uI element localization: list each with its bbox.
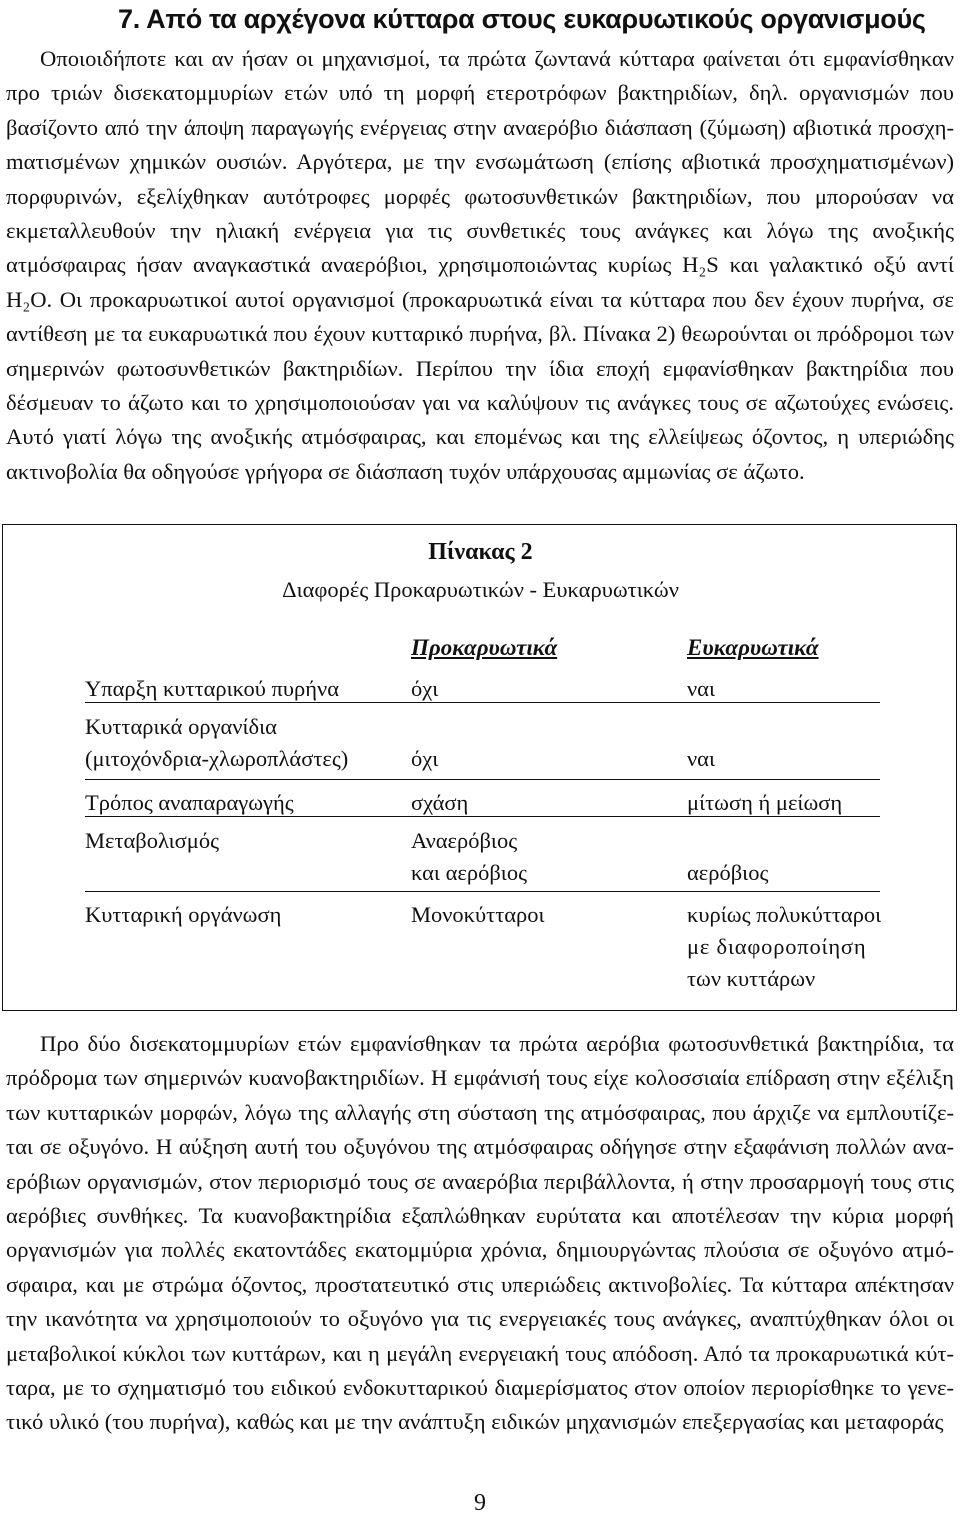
table-cell-prokaryotic (411, 743, 671, 775)
table-cell-feature (85, 825, 395, 857)
table-cell-line: Μεταβολισμός (85, 828, 220, 853)
table-cell-prokaryotic (411, 787, 671, 819)
table-cell-line: και αερόβιος (411, 860, 527, 885)
table-cell-line: Μονοκύτταροι (411, 902, 545, 927)
column-header-eukaryotic: Ευκαρυωτικά (687, 635, 819, 660)
table-cell-eukaryotic (687, 899, 887, 995)
table-subtitle: Διαφορές Προκαρυωτικών - Ευκαρυωτικών (282, 577, 679, 602)
table-cell-feature (85, 899, 395, 931)
table-cell-line: Τρόπος αναπαραγωγής (85, 790, 294, 815)
table-cell-line: μίτωση ή μείωση (687, 790, 843, 815)
table-cell-feature (85, 787, 395, 819)
table-cell-line: ναι (687, 676, 716, 701)
comparison-table (2, 524, 957, 1011)
table-cell-line: όχι (411, 676, 439, 701)
intro-paragraph: Οποιοιδήποτε και αν ήσαν οι μηχανισμοί, τα πρώτα ζωντανά κύτταρα φαίνεται ότι εμφανίσθηκαν προ τριών δισεκατομμυρίων ετών υπό τη μορφή ετεροτρόφων βακτηριδίων, δηλ. οργανισμών που βασίζοντο από την άποψη παραγωγής ενέργειας στην αναερόβιο διάσπαση (ζύμωση) αβιοτικά προσχηmατισμένων χημικών ουσιών. Αργότερα, με την ενσωμάτωση (επίσης αβιοτικά προσχηματισμένων) πορφυρινών, εξελίχθηκαν αυτότροφες μορφές φωτοσυνθετικών βακτηριδίων, που μπορούσαν να εκμεταλλευθούν την ηλιακή ενέργεια για τις συνθετικές τους ανάγκες και λόγω της ανοξικής ατμόσφαιρας ήσαν αναγκαστικά αναερόβιοι, χρησιμοποιώντας κυρίως H₂S και γαλακτικό οξύ αντί H₂O. Οι προκαρυωτικοί αυτοί οργανισμοί (προκαρυωτικά είναι τα κύτταρα που δεν έχουν πυρήνα, σε αντίθεση με τα ευκαρυωτικά που έχουν κυτταρικό πυρήνα, βλ. Πίνακα 2) θεωρούνται οι πρόδρομοι των σημερινών φωτοσυνθετικών βακτηριδίων. Περίπου την ίδια εποχή εμφανίσθηκαν βακτηρίδια που δέσμευαν το άζωτο και το χρησιμοποιούσαν γαι να καλύψουν τις ανάγκες τους σε αζωτούχες ενώσεις. Αυτό γιατί λόγω της ανοξικής ατμόσφαιρας, και επομένως και της ελλείψεως όζοντος, η υπεριώδης ακτινοβολία θα οδηγούσε γρήγορα σε διάσπαση τυχόν υπάρχουσας αμμωνίας σε άζωτο. (6, 46, 954, 484)
section-title: 7. Από τα αρχέγονα κύτταρα στους ευκαρυωτικούς οργανισμούς (118, 4, 926, 34)
table-cell-eukaryotic (687, 743, 887, 775)
table-cell-line: αερόβιος (687, 860, 769, 885)
table-cell-eukaryotic (687, 673, 887, 705)
table-cell-line: Κυτταρική οργάνωση (85, 902, 282, 927)
table-cell-prokaryotic (411, 673, 671, 705)
column-header-prokaryotic: Προκαρυωτικά (411, 635, 558, 660)
table-cell-line: σχάση (411, 790, 469, 815)
table-cell-line: όχι (411, 746, 439, 771)
table-cell-line: Κυτταρικά οργανίδια (85, 714, 277, 739)
table-cell-line: ναι (687, 746, 716, 771)
body-paragraph: Προ δύο δισεκατομμυρίων ετών εμφανίσθηκαν τα πρώτα αερόβια φωτοσυνθετικά βακτηρίδια, τα πρόδρομα των σημερινών κυανοβακτηριδίων. Η εμφάνισή τους είχε κολοσσιαία επίδραση στην εξέλιξη των κυτταρικών μορφών, λόγω της αλλαγής στη σύσταση της ατμόσφαιρας, που άρχιζε να εμπλουτίζεται σε οξυγόνο. Η αύξηση αυτή του οξυγόνου της ατμόσφαιρας οδήγησε στην εξαφάνιση πολλών αναερόβιων οργανισμών, στον περιορισμό τους σε αναερόβια περιβάλλοντα, ή στην προσαρμογή τους στις αερόβιες συνθήκες. Τα κυανοβακτηρίδια εξαπλώθηκαν ευρύτατα και αποτέλεσαν την κύρια μορφή οργανισμών για πολλές εκατοντάδες εκατομμύρια χρόνια, δημιουργώντας πλούσια σε οξυγόνο ατμόσφαιρα, και με στρώμα όζοντος, προστατευτικό στις υπεριώδεις ακτινοβολίες. Τα κύτταρα απέκτησαν την ικανότητα να χρησιμοποιούν το οξυγόνο για τις ενεργειακές τους ανάγκες, αναπτύχθηκαν όλοι οι μεταβολικοί κύκλοι των κυττάρων, και η μεγάλη ενεργειακή τους απόδοση. Από τα προκαρυωτικά κύτταρα, με το σχηματισμό του ειδικού ενδοκυτταρικού διαμερίσματος στον οποίον περιορίσθηκε το γενετικό υλικό (του πυρήνα), καθώς και με την ανάπτυξη ειδικών μηχανισμών επεξεργασίας και μεταφοράς (6, 1031, 954, 1435)
row-divider (85, 816, 880, 817)
table-cell-line: Αναερόβιος (411, 828, 518, 853)
table-cell-line: (μιτοχόνδρια-χλωροπλάστες) (85, 746, 349, 771)
table-cell-line: Υπαρξη κυτταρικού πυρήνα (85, 676, 339, 701)
row-divider (85, 779, 880, 780)
row-divider (85, 702, 880, 703)
table-title: Πίνακας 2 (428, 539, 533, 565)
page-number: 9 (474, 1490, 486, 1516)
table-cell-feature (85, 711, 395, 775)
table-cell-eukaryotic (687, 857, 887, 889)
table-cell-line: των κυττάρων (687, 966, 816, 991)
table-cell-line: με διαφοροποίηση (687, 934, 867, 959)
table-cell-prokaryotic (411, 899, 671, 931)
table-cell-line: κυρίως πολυκύτταροι (687, 902, 882, 927)
table-cell-eukaryotic (687, 787, 887, 819)
table-cell-prokaryotic (411, 825, 671, 889)
row-divider (85, 891, 880, 892)
table-cell-feature (85, 673, 395, 705)
